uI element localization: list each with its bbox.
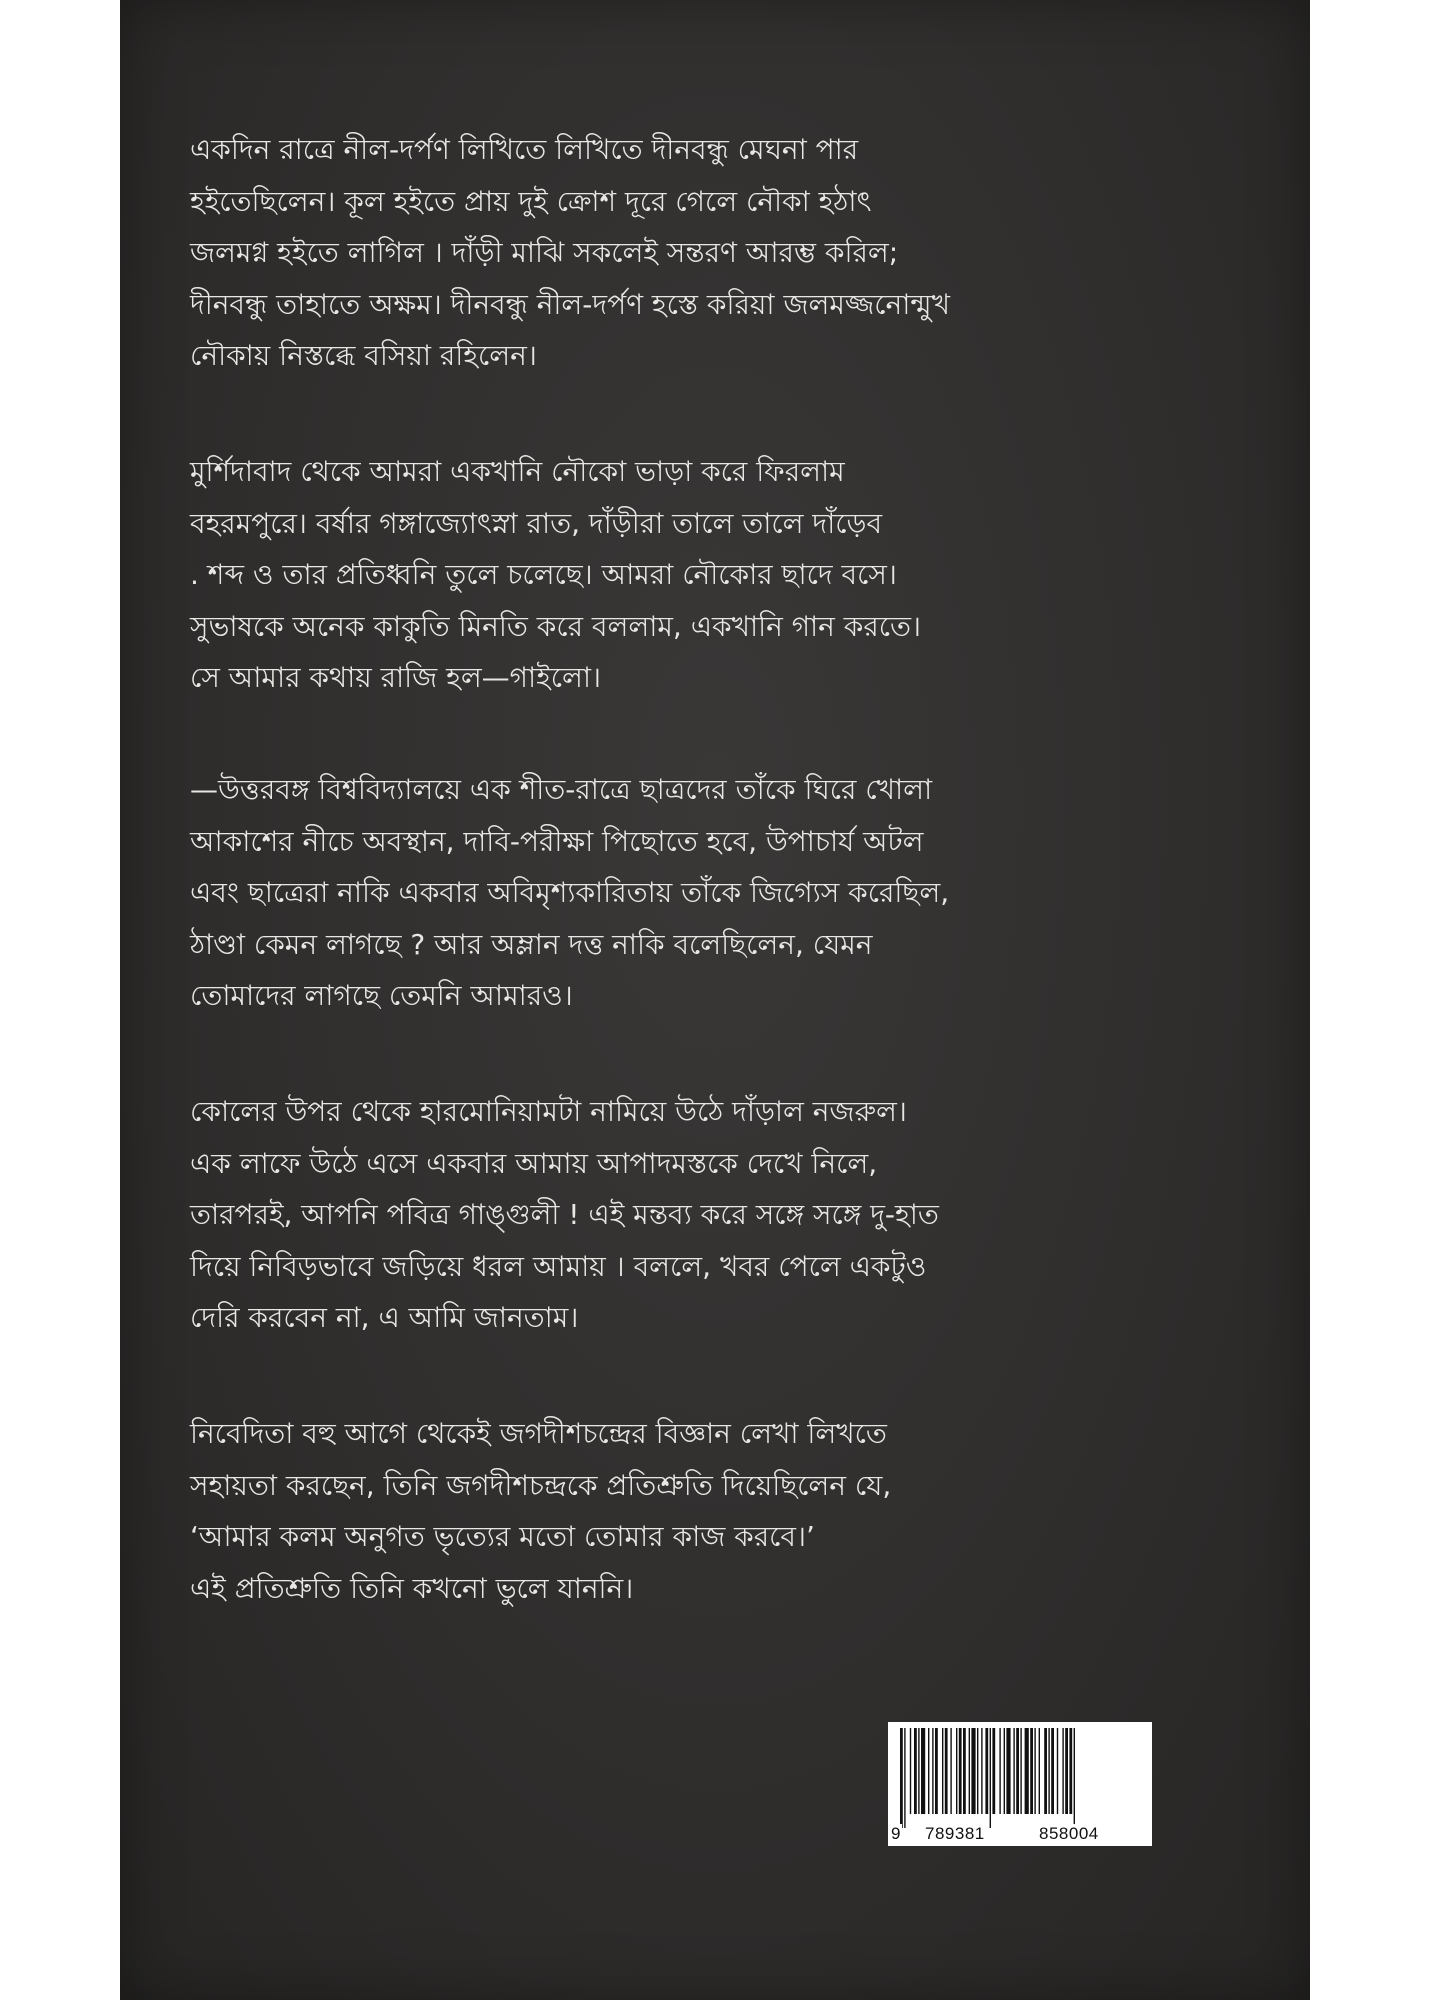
barcode-bar (1039, 1728, 1040, 1814)
barcode-bar (1020, 1728, 1021, 1814)
barcode-bar (945, 1728, 948, 1814)
text-line: দীনবন্ধু তাহাতে অক্ষম। দীনবন্ধু নীল-দর্পণ হস্তে করিয়া জলমজ্জনোন্মুখ (190, 287, 950, 321)
isbn-digit-first: 9 (891, 1824, 901, 1843)
barcode-bar (1051, 1728, 1054, 1814)
barcode-bar (1074, 1728, 1075, 1828)
text-line: একদিন রাত্রে নীল-দর্পণ লিখিতে লিখিতে দীনবন্ধু মেঘনা পার (190, 133, 859, 166)
barcode-bars (896, 1728, 1144, 1828)
text-line: আকাশের নীচে অবস্থান, দাবি-পরীক্ষা পিছোতে হবে, উপাচার্য অটল (190, 824, 924, 858)
barcode-bar (990, 1728, 991, 1828)
barcode-bar (910, 1728, 911, 1814)
text-line: এই প্রতিশ্রুতি তিনি কখনো ভুলে যাননি। (190, 1571, 634, 1605)
text-line: মুর্শিদাবাদ থেকে আমরা একখানি নৌকো ভাড়া করে ফিরলাম (190, 455, 845, 488)
text-line: . শব্দ ও তার প্রতিধ্বনি তুলে চলেছে। আমরা নৌকোর ছাদে বসে। (190, 558, 897, 591)
barcode-bar (981, 1728, 982, 1814)
text-line: জলমগ্ন হইতে লাগিল । দাঁড়ী মাঝি সকলেই সন্তরণ আরম্ভ করিল; (190, 236, 899, 269)
excerpt-paragraph-4 (190, 1086, 1200, 1344)
text-line: সহায়তা করছেন, তিনি জগদীশচন্দ্রকে প্রতিশ্রুতি দিয়েছিলেন যে, (190, 1468, 892, 1502)
excerpt-paragraph-3 (190, 764, 1200, 1022)
barcode-bar (956, 1728, 957, 1814)
barcode-bar (1044, 1728, 1047, 1814)
barcode-bar (1048, 1728, 1049, 1814)
isbn-digits-left-group: 789381 (925, 1824, 985, 1843)
excerpt-paragraph-2 (190, 446, 1200, 704)
text-line: দেরি করবেন না, এ আমি জানতাম। (190, 1301, 579, 1334)
barcode-bar (950, 1728, 951, 1814)
isbn-digits-right-group: 858004 (1039, 1824, 1099, 1843)
barcode-bar (971, 1728, 975, 1814)
barcode-bar (918, 1728, 919, 1814)
barcode-bar (1025, 1728, 1029, 1814)
text-line: তোমাদের লাগছে তেমনি আমারও। (190, 979, 573, 1012)
barcode-bar (1062, 1728, 1063, 1814)
excerpt-paragraph-5 (190, 1408, 1200, 1614)
text-line: সে আমার কথায় রাজি হল—গাইলো। (190, 661, 601, 694)
barcode-bar (963, 1728, 966, 1814)
barcode-bar (900, 1728, 903, 1828)
barcode-bar (1004, 1728, 1005, 1814)
text-line: এবং ছাত্রেরা নাকি একবার অবিমৃশ্যকারিতায় তাঁকে জিগ্যেস করেছিল, (190, 876, 950, 909)
barcode-bar (921, 1728, 925, 1814)
text-line: বহরমপুরে। বর্ষার গঙ্গাজ্যোৎস্না রাত, দাঁড়ীরা তালে তালে দাঁড়েব (190, 506, 883, 540)
text-line: —উত্তরবঙ্গ বিশ্ববিদ্যালয়ে এক শীত-রাত্রে ছাত্রদের তাঁকে ঘিরে খোলা (190, 773, 933, 806)
barcode-bar (914, 1728, 917, 1814)
barcode-bar (1034, 1728, 1035, 1814)
isbn-digits (888, 1822, 1152, 1844)
barcode-bar (1057, 1728, 1058, 1814)
excerpt-paragraph-1 (190, 124, 1200, 382)
barcode-bar (1016, 1728, 1019, 1814)
barcode-bar (1030, 1728, 1033, 1814)
isbn-barcode (888, 1722, 1152, 1846)
barcode-bar (969, 1728, 970, 1814)
text-line: হইতেছিলেন। কূল হইতে প্রায় দুই ক্রোশ দূরে গেলে নৌকা হঠাৎ (190, 184, 872, 218)
barcode-bar (985, 1728, 988, 1814)
barcode-bar (1013, 1728, 1014, 1814)
barcode-bar (928, 1728, 929, 1814)
text-line: নৌকায় নিস্তব্ধে বসিয়া রহিলেন। (190, 339, 537, 372)
text-line: কোলের উপর থেকে হারমোনিয়ামটা নামিয়ে উঠে দাঁড়াল নজরুল। (190, 1095, 907, 1128)
barcode-bar (932, 1728, 933, 1814)
barcode-bar (942, 1728, 943, 1814)
barcode-bar (1069, 1728, 1072, 1814)
barcode-bar (992, 1728, 995, 1814)
barcode-bar (1065, 1728, 1068, 1814)
text-line: এক লাফে উঠে এসে একবার আমায় আপাদমস্তকে দেখে নিলে, (190, 1146, 878, 1180)
text-line: তারপরই, আপনি পবিত্র গাঙ্গুলী ! এই মন্তব্য করে সঙ্গে সঙ্গে দু-হাত (190, 1198, 939, 1231)
barcode-bar (959, 1728, 962, 1814)
text-line: সুভাষকে অনেক কাকুতি মিনতি করে বললাম, একখানি গান করতে। (190, 609, 922, 643)
barcode-bar (1006, 1728, 1010, 1814)
text-line: দিয়ে নিবিড়ভাবে জড়িয়ে ধরল আমায় । বললে, খবর পেলে একটুও (190, 1249, 927, 1283)
text-line: ঠাণ্ডা কেমন লাগছে ? আর অম্লান দত্ত নাকি বলেছিলেন, যেমন (190, 927, 873, 961)
barcode-bar (935, 1728, 938, 1814)
barcode-bar (999, 1728, 1000, 1814)
text-line: ‘আমার কলম অনুগত ভৃত্যের মতো তোমার কাজ করবে।’ (190, 1520, 815, 1553)
text-line: নিবেদিতা বহু আগে থেকেই জগদীশচন্দ্রের বিজ্ঞান লেখা লিখতে (190, 1417, 887, 1450)
barcode-bar (977, 1728, 978, 1814)
barcode-bar (904, 1728, 905, 1828)
